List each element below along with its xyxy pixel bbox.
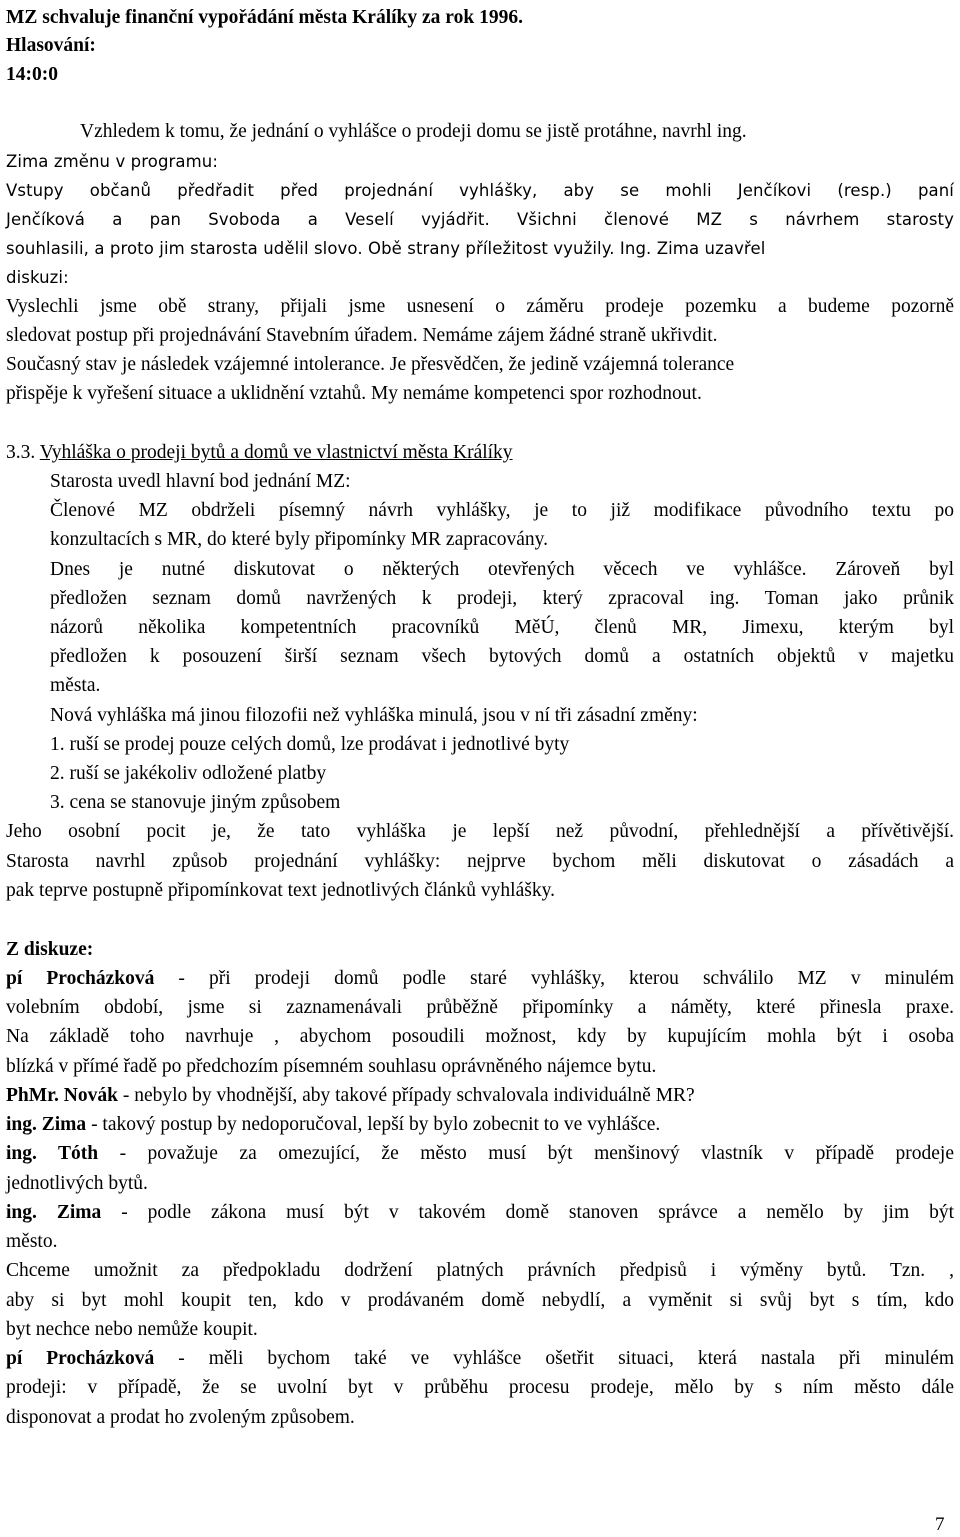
- text-span: My nemáme kompetenci spor rozhodnout.: [366, 383, 702, 404]
- text-span: Všichni členové MZ s návrhem starosty: [489, 210, 954, 229]
- section-line-3: konzultacích s MR, do které byly připomínky MR zapracovány.: [50, 529, 549, 550]
- change-item-2: 2. ruší se jakékoliv odložené platby: [50, 763, 327, 784]
- section-line-10: Jeho osobní pocit je, že tato vyhláška je lepší než původní, přehlednější a přívětivější.: [6, 821, 954, 842]
- change-item-3: 3. cena se stanovuje jiným způsobem: [50, 792, 341, 813]
- speaker-name: ing. Zima: [6, 1202, 102, 1223]
- section-line-1: Starosta uvedl hlavní bod jednání MZ:: [50, 471, 351, 492]
- text-span: souhlasili, a proto jim starosta udělil slovo.: [6, 239, 363, 258]
- para1-line-8: [6, 324, 954, 348]
- text-span: Dnes je nutné diskutovat o některých otevřených věcech ve vyhlášce.: [50, 559, 807, 580]
- text-span: Zároveň byl: [806, 559, 954, 580]
- section-line-4: [50, 558, 954, 582]
- para1-line-10: [6, 382, 954, 406]
- text-span: Jenčíková a pan Svoboda a Veselí vyjádřit.: [6, 210, 490, 229]
- para1-line-1: Vzhledem k tomu, že jednání o vyhlášce o prodeji domu se jistě protáhne, navrhl ing.: [80, 121, 747, 142]
- section-line-12: pak teprve postupně připomínkovat text jednotlivých článků vyhlášky.: [6, 880, 555, 901]
- page-number: 7: [935, 1514, 945, 1535]
- text-span: předložen seznam domů navržených k prodeji, který zpracoval ing.: [50, 588, 740, 609]
- section-line-7: předložen k posouzení širší seznam všech bytových domů a ostatních objektů v majetku: [50, 646, 954, 667]
- section-line-8: města.: [50, 675, 101, 696]
- discussion-1-line-2: volebním období, jsme si zaznamenávali průběžně připomínky a náměty, které přinesla praxe.: [6, 997, 954, 1018]
- text-span: - takový postup by nedoporučoval, lepší by bylo zobecnit to ve vyhlášce.: [86, 1114, 661, 1135]
- discussion-1-line-3: Na základě toho navrhuje , abychom posoudili možnost, kdy by kupujícím mohla být i osoba: [6, 1026, 954, 1047]
- resolution-title: MZ schvaluje finanční vypořádání města Králíky za rok 1996.: [6, 7, 523, 28]
- speaker-name: PhMr. Novák: [6, 1085, 118, 1106]
- para1-line-5: [6, 237, 954, 261]
- para1-line-2: Zima změnu v programu:: [6, 152, 219, 171]
- speaker-name: pí Procházková: [6, 968, 155, 989]
- section-line-9: Nová vyhláška má jinou filozofii než vyhláška minulá, jsou v ní tři zásadní změny:: [50, 705, 698, 726]
- discussion-6-line-1: [6, 1347, 954, 1371]
- para1-line-3: Vstupy občanů předřadit před projednání vyhlášky, aby se mohli Jenčíkovi (resp.) paní: [6, 181, 954, 200]
- discussion-5-line-3: Chceme umožnit za předpokladu dodržení platných právních předpisů i výměny bytů. Tzn. ,: [6, 1260, 954, 1281]
- text-span: přispěje k vyřešení situace a uklidnění vztahů.: [6, 383, 367, 404]
- text-span: Nemáme zájem žádné straně ukřivdit.: [417, 325, 718, 346]
- speaker-name: ing. Zima: [6, 1114, 87, 1135]
- para1-line-7: Vyslechli jsme obě strany, přijali jsme usnesení o záměru prodeje pozemku a budeme pozorně: [6, 296, 954, 317]
- discussion-6-line-2: prodeji: v případě, že se uvolní byt v průběhu procesu prodeje, mělo by s ním město dále: [6, 1377, 954, 1398]
- discussion-1-line-1: [6, 967, 954, 991]
- text-span: - považuje za omezující, že město musí být menšinový vlastník v případě prodeje: [98, 1143, 954, 1164]
- text-span: - při prodeji domů podle staré vyhlášky, kterou schválilo MZ v minulém: [154, 968, 954, 989]
- discussion-3: [6, 1113, 954, 1137]
- para1-line-9: [6, 353, 954, 377]
- discussion-5-line-5: byt nechce nebo nemůže koupit.: [6, 1319, 258, 1340]
- text-span: Toman jako průnik: [739, 588, 954, 609]
- section-title: Vyhláška o prodeji bytů a domů ve vlastnictví města Králíky: [39, 442, 513, 463]
- text-span: Současný stav je následek vzájemné intolerance.: [6, 354, 386, 375]
- para1-line-4: [6, 208, 954, 232]
- section-line-11: Starosta navrhl způsob projednání vyhlášky: nejprve bychom měli diskutovat o zásadách a: [6, 851, 954, 872]
- discussion-4-line-2: jednotlivých bytů.: [6, 1173, 148, 1194]
- section-number: 3.3.: [6, 442, 36, 463]
- text-span: sledovat postup při projednávání Stavebním úřadem.: [6, 325, 418, 346]
- discussion-2: [6, 1084, 954, 1108]
- discussion-5-line-2: město.: [6, 1231, 58, 1252]
- discussion-5-line-4: aby si byt mohl koupit ten, kdo v prodávaném domě nebydlí, a vyměnit si svůj byt s tím, kdo: [6, 1290, 954, 1311]
- section-heading: [6, 441, 954, 465]
- text-span: - nebylo by vhodnější, aby takové případy schvalovala individuálně MR?: [117, 1085, 695, 1106]
- discussion-4-line-1: [6, 1142, 954, 1166]
- discussion-6-line-3: disponovat a prodat ho zvoleným způsobem.: [6, 1407, 355, 1428]
- text-span: Zima uzavřel: [651, 239, 766, 258]
- text-span: Ing.: [614, 239, 652, 258]
- section-line-6: názorů několika kompetentních pracovníků MěÚ, členů MR, Jimexu, kterým byl: [50, 617, 954, 638]
- discussion-1-line-4: blízká v přímé řadě po předchozím písemném souhlasu oprávněného nájemce bytu.: [6, 1056, 657, 1077]
- discussion-heading: Z diskuze:: [6, 939, 94, 960]
- section-line-2: Členové MZ obdrželi písemný návrh vyhlášky, je to již modifikace původního textu po: [50, 500, 954, 521]
- speaker-name: ing. Tóth: [6, 1143, 99, 1164]
- para1-line-6: diskuzi:: [6, 268, 69, 287]
- voting-label: Hlasování:: [6, 35, 96, 56]
- section-line-5: [50, 587, 954, 611]
- discussion-5-line-1: [6, 1201, 954, 1225]
- change-item-1: 1. ruší se prodej pouze celých domů, lze prodávat i jednotlivé byty: [50, 734, 570, 755]
- voting-result: 14:0:0: [6, 64, 58, 85]
- text-span: Obě strany příležitost využily.: [362, 239, 615, 258]
- text-span: - měli bychom také ve vyhlášce ošetřit situaci, která nastala při minulém: [154, 1348, 954, 1369]
- text-span: - podle zákona musí být v takovém domě stanoven správce a nemělo by jim být: [101, 1202, 954, 1223]
- text-span: Je přesvědčen, že jedině vzájemná tolerance: [385, 354, 735, 375]
- speaker-name: pí Procházková: [6, 1348, 155, 1369]
